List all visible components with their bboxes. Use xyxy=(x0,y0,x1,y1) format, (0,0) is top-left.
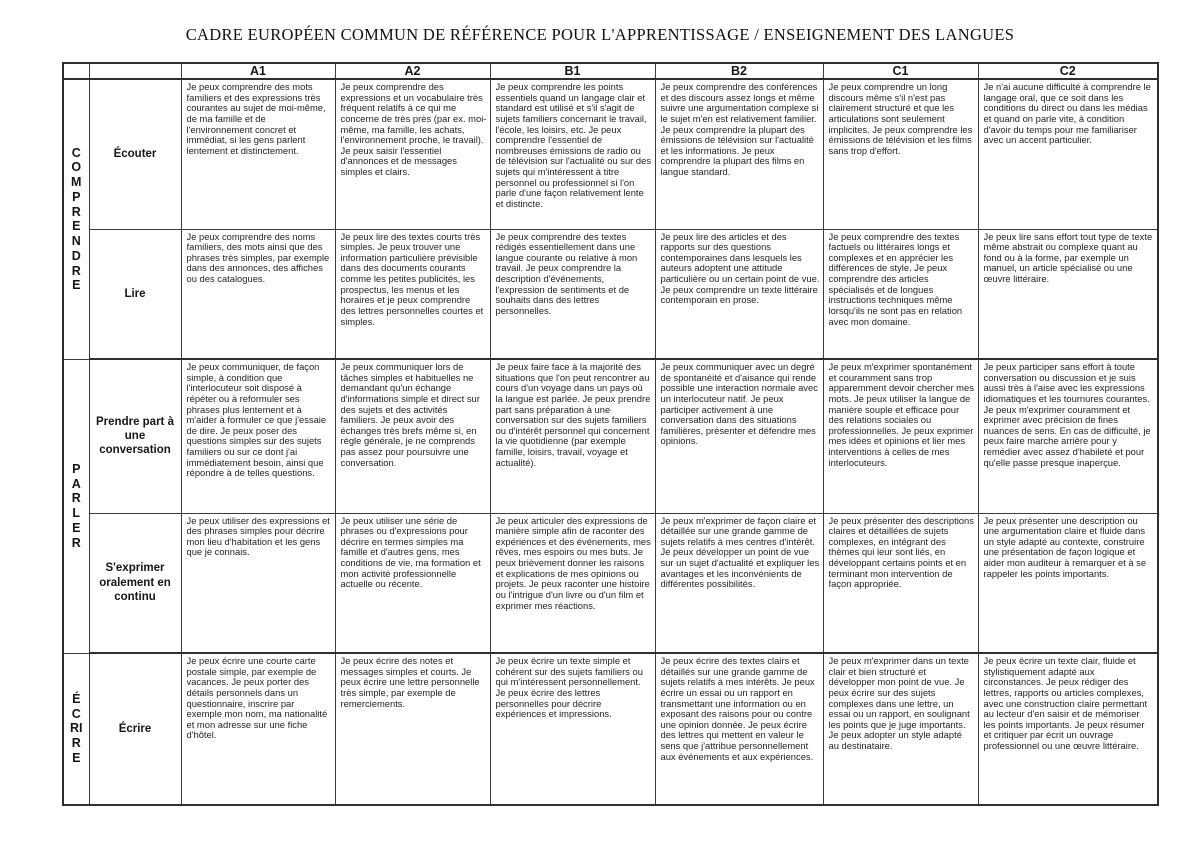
group-label-comprendre: COMPRENDRE xyxy=(63,79,89,359)
row-oralement xyxy=(63,513,1158,653)
descriptor-lire-a1: Je peux comprendre des noms familiers, des mots ainsi que des phrases très simples, par exemple dans des annonces, des affiches ou des catalogues. xyxy=(181,229,335,359)
descriptor-conversation-c1: Je peux m'exprimer spontanément et couramment sans trop apparemment devoir chercher mes mots. Je peux utiliser la langue de manière souple et efficace pour des relations sociales ou professionnelles. Je peux exprimer mes idées et opinions et lier mes interventions à celles de mes interlocuteurs. xyxy=(823,359,978,513)
page-title: CADRE EUROPÉEN COMMUN DE RÉFÉRENCE POUR L'APPRENTISSAGE / ENSEIGNEMENT DES LANGUES xyxy=(185,25,1015,44)
group-label-ecrire: ÉCRIRE xyxy=(63,653,89,805)
descriptor-oralement-b1: Je peux articuler des expressions de manière simple afin de raconter des expériences et des événements, mes rêves, mes espoirs ou mes buts. Je peux brièvement donner les raisons et explications de mes opinions ou projets. Je peux raconter une histoire ou l'intrigue d'un livre ou d'un film et exprimer mes réactions. xyxy=(490,513,655,653)
level-header-a1: A1 xyxy=(181,63,335,79)
corner-cell-group xyxy=(63,63,89,79)
skill-label-conversation: Prendre part à une conversation xyxy=(89,359,181,513)
group-label-parler: PARLER xyxy=(63,359,89,653)
descriptor-ecrire-b2: Je peux écrire des textes clairs et détaillés sur une grande gamme de sujets relatifs à mes intérêts. Je peux écrire un essai ou un rapport en transmettant une information ou en exposant des raisons pour ou contre une opinion donnée. Je peux écrire des lettres qui mettent en valeur le sens que j'attribue personnellement aux événements et aux expériences. xyxy=(655,653,823,805)
descriptor-ecrire-b1: Je peux écrire un texte simple et cohérent sur des sujets familiers ou qui m'intéressent personnellement. Je peux écrire des lettres personnelles pour décrire expériences et impressions. xyxy=(490,653,655,805)
descriptor-conversation-a2: Je peux communiquer lors de tâches simples et habituelles ne demandant qu'un échange d'informations simple et direct sur des sujets et des activités familiers. Je peux avoir des échanges très brefs même si, en règle générale, je ne comprends pas assez pour poursuivre une conversation. xyxy=(335,359,490,513)
level-header-b1: B1 xyxy=(490,63,655,79)
level-header-c2: C2 xyxy=(978,63,1158,79)
descriptor-conversation-b2: Je peux communiquer avec un degré de spontanéité et d'aisance qui rende possible une interaction normale avec un interlocuteur natif. Je peux participer activement à une conversation dans des situations familières, présenter et défendre mes opinions. xyxy=(655,359,823,513)
descriptor-lire-b1: Je peux comprendre des textes rédigés essentiellement dans une langue courante ou relative à mon travail. Je peux comprendre la description d'événements, l'expression de sentiments et de souhaits dans des lettres personnelles. xyxy=(490,229,655,359)
descriptor-lire-c2: Je peux lire sans effort tout type de texte même abstrait ou complexe quant au fond ou à la forme, par exemple un manuel, un article spécialisé ou une œuvre littéraire. xyxy=(978,229,1158,359)
descriptor-lire-b2: Je peux lire des articles et des rapports sur des questions contemporaines dans lesquels les auteurs adoptent une attitude particulière ou un certain point de vue. Je peux comprendre un texte littéraire contemporain en prose. xyxy=(655,229,823,359)
descriptor-oralement-c1: Je peux présenter des descriptions claires et détaillées de sujets complexes, en intégrant des thèmes qui leur sont liés, en développant certains points et en terminant mon intervention de façon appropriée. xyxy=(823,513,978,653)
row-conversation xyxy=(63,359,1158,513)
level-header-c1: C1 xyxy=(823,63,978,79)
descriptor-ecouter-c2: Je n'ai aucune difficulté à comprendre le langage oral, que ce soit dans les conditions du direct ou dans les médias et quand on parle vite, à condition d'avoir du temps pour me familiariser avec un accent particulier. xyxy=(978,79,1158,229)
descriptor-ecrire-a1: Je peux écrire une courte carte postale simple, par exemple de vacances. Je peux porter des détails personnels dans un questionnaire, inscrire par exemple mon nom, ma nationalité et mon adresse sur une fiche d'hôtel. xyxy=(181,653,335,805)
descriptor-conversation-b1: Je peux faire face à la majorité des situations que l'on peut rencontrer au cours d'un voyage dans un pays où la langue est parlée. Je peux prendre part sans préparation à une conversation sur des sujets familiers ou d'intérêt personnel qui concernent la vie quotidienne (par exemple famille, loisirs, travail, voyage et actualité). xyxy=(490,359,655,513)
descriptor-ecouter-a2: Je peux comprendre des expressions et un vocabulaire très fréquent relatifs à ce qui me concerne de très près (par ex. moi-même, ma famille, les achats, l'environnement proche, le travail). Je peux saisir l'essentiel d'annonces et de messages simples et clairs. xyxy=(335,79,490,229)
descriptor-ecrire-c1: Je peux m'exprimer dans un texte clair et bien structuré et développer mon point de vue. Je peux écrire sur des sujets complexes dans une lettre, un essai ou un rapport, en soulignant les points que je juge importants. Je peux adopter un style adapté au destinataire. xyxy=(823,653,978,805)
descriptor-oralement-c2: Je peux présenter une description ou une argumentation claire et fluide dans un style adapté au contexte, construire une présentation de façon logique et aider mon auditeur à remarquer et à se rappeler les points importants. xyxy=(978,513,1158,653)
descriptor-conversation-c2: Je peux participer sans effort à toute conversation ou discussion et je suis aussi très à l'aise avec les expressions idiomatiques et les tournures courantes. Je peux m'exprimer couramment et exprimer avec précision de fines nuances de sens. En cas de difficulté, je peux faire marche arrière pour y remédier avec assez d'habileté et pour qu'elle passe presque inaperçue. xyxy=(978,359,1158,513)
row-lire xyxy=(63,229,1158,359)
descriptor-ecouter-b1: Je peux comprendre les points essentiels quand un langage clair et standard est utilisé et s'il s'agit de sujets familiers concernant le travail, l'école, les loisirs, etc. Je peux comprendre l'essentiel de nombreuses émissions de radio ou de télévision sur l'actualité ou sur des sujets qui m'intéressent à titre personnel ou professionnel si l'on parle d'une façon relativement lente et distincte. xyxy=(490,79,655,229)
descriptor-ecouter-b2: Je peux comprendre des conférences et des discours assez longs et même suivre une argumentation complexe si le sujet m'en est relativement familier. Je peux comprendre la plupart des émissions de télévision sur l'actualité et les informations. Je peux comprendre la plupart des films en langue standard. xyxy=(655,79,823,229)
skill-label-oralement: S'exprimer oralement en continu xyxy=(89,513,181,653)
level-header-b2: B2 xyxy=(655,63,823,79)
level-header-a2: A2 xyxy=(335,63,490,79)
descriptor-ecouter-a1: Je peux comprendre des mots familiers et des expressions très courantes au sujet de moi-même, de ma famille et de l'environnement concret et immédiat, si les gens parlent lentement et distinctement. xyxy=(181,79,335,229)
descriptor-lire-c1: Je peux comprendre des textes factuels ou littéraires longs et complexes et en apprécier les différences de style. Je peux comprendre des articles spécialisés et de longues instructions techniques même lorsqu'ils ne sont pas en relation avec mon domaine. xyxy=(823,229,978,359)
skill-label-ecrire: Écrire xyxy=(89,653,181,805)
descriptor-oralement-a2: Je peux utiliser une série de phrases ou d'expressions pour décrire en termes simples ma famille et d'autres gens, mes conditions de vie, ma formation et mon activité professionnelle actuelle ou récente. xyxy=(335,513,490,653)
cefr-levels-table xyxy=(62,62,1159,806)
descriptor-ecouter-c1: Je peux comprendre un long discours même s'il n'est pas clairement structuré et que les articulations sont seulement implicites. Je peux comprendre les émissions de télévision et les films sans trop d'effort. xyxy=(823,79,978,229)
descriptor-ecrire-a2: Je peux écrire des notes et messages simples et courts. Je peux écrire une lettre personnelle très simple, par exemple de remerciements. xyxy=(335,653,490,805)
descriptor-oralement-a1: Je peux utiliser des expressions et des phrases simples pour décrire mon lieu d'habitation et les gens que je connais. xyxy=(181,513,335,653)
level-header-row xyxy=(63,63,1158,79)
descriptor-ecrire-c2: Je peux écrire un texte clair, fluide et stylistiquement adapté aux circonstances. Je peux rédiger des lettres, rapports ou articles complexes, avec une construction claire permettant au lecteur d'en saisir et de mémoriser les points importants. Je peux résumer et critiquer par écrit un ouvrage professionnel ou une œuvre littéraire. xyxy=(978,653,1158,805)
descriptor-conversation-a1: Je peux communiquer, de façon simple, à condition que l'interlocuteur soit disposé à répéter ou à reformuler ses phrases plus lentement et à m'aider à formuler ce que j'essaie de dire. Je peux poser des questions simples sur des sujets familiers ou sur ce dont j'ai immédiatement besoin, ainsi que répondre à de telles questions. xyxy=(181,359,335,513)
skill-label-ecouter: Écouter xyxy=(89,79,181,229)
descriptor-lire-a2: Je peux lire des textes courts très simples. Je peux trouver une information particulière prévisible dans des documents courants comme les petites publicités, les prospectus, les menus et les horaires et je peux comprendre des lettres personnelles courtes et simples. xyxy=(335,229,490,359)
row-ecrire xyxy=(63,653,1158,805)
descriptor-oralement-b2: Je peux m'exprimer de façon claire et détaillée sur une grande gamme de sujets relatifs à mes centres d'intérêt. Je peux développer un point de vue sur un sujet d'actualité et expliquer les avantages et les inconvénients de différentes possibilités. xyxy=(655,513,823,653)
skill-label-lire: Lire xyxy=(89,229,181,359)
row-ecouter xyxy=(63,79,1158,229)
corner-cell-skill xyxy=(89,63,181,79)
